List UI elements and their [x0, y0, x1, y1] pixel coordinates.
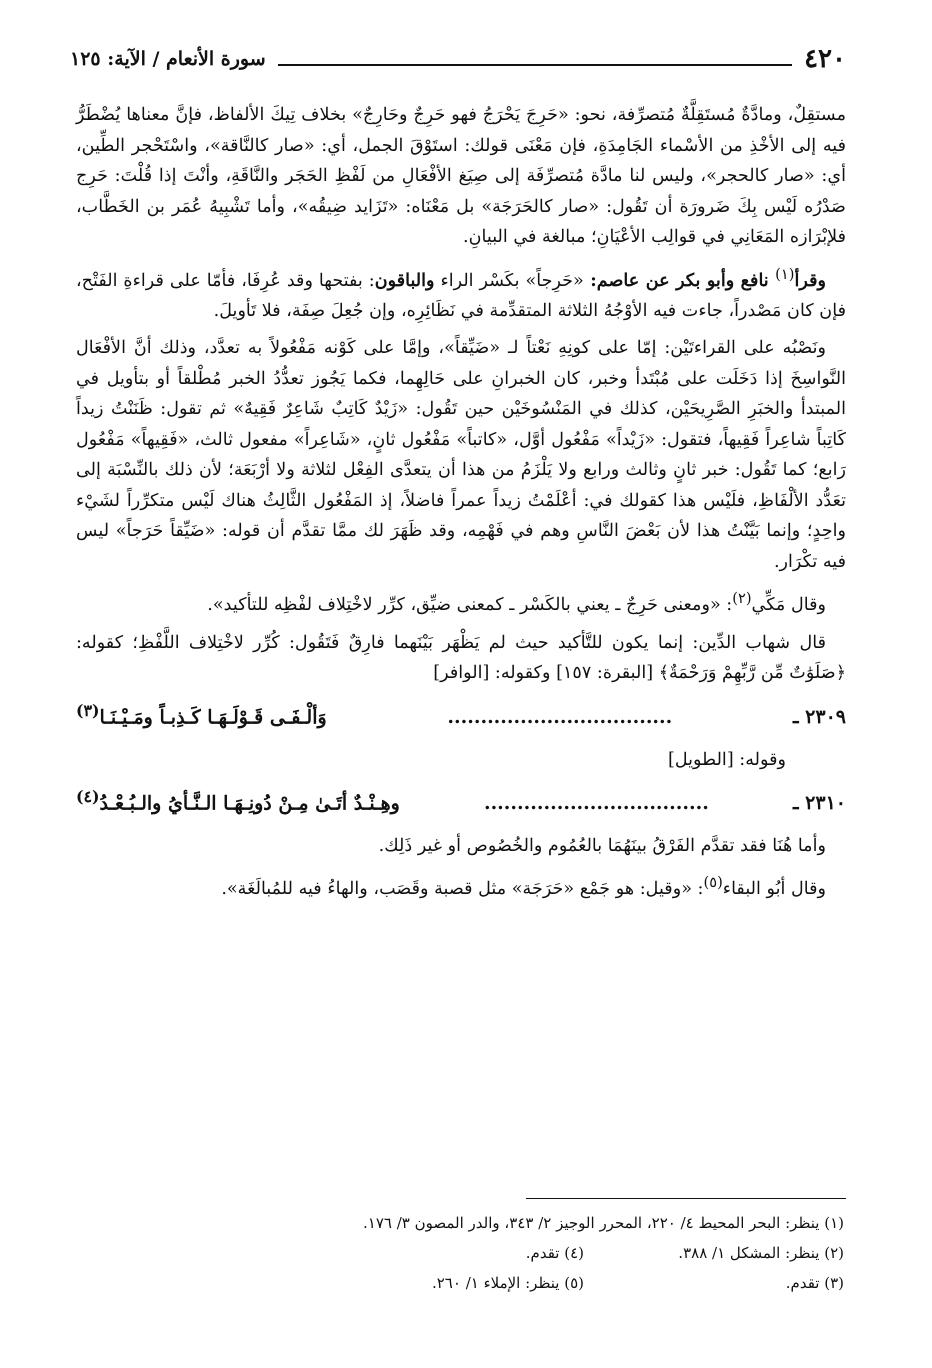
- verse-number: ٢٣١٠ ـ: [792, 792, 846, 815]
- page-number: ٤٢٠: [804, 44, 846, 74]
- header-rule: [278, 64, 792, 66]
- qira-mid: «حَرِجاً» بكَسْر الراء: [434, 270, 584, 291]
- paragraph: ونَصْبُه على القراءتَيْن: إمّا على كونِهِ نَعْتاً لـ «ضَيِّقاً»، وإمَّا على كَوْنه مَفْعُولاً به تعدَّد، وذلك أنَّ الأفْعَال النَّواسِخَ إذا دَخَلَت على مُبْتَدأ وخبر، كان الخبرانِ على حَالِهِما، فكما يَجُوز تعدُّدُ الخبر مُطْلقاً أو بتأويل في المبتدأ والخبَرِ الصَّرِيحَيْن، كذلك في المَنْسُوخَيْن حين تَقُول: «زَيْدٌ كَاتِبٌ شَاعِرٌ فَقِيهٌ» ثم تقول: ظَنَنْتُ زيداً كَاتِباً شاعِراً فَقِيهاً، فتقول: «زَيْداً» مَفْعُول أوَّل، «كاتباً» مَفْعُول ثانٍ، «شَاعِراً» مفعول ثالث، «فَقِيهاً» مَفْعُول رَابع؛ كما تَقُول: خبر ثانٍ وثالث ورابع ولا يَلْزَمُ من هذا أن يتعدَّى الفِعْل لثلاثة ولا أرْبَعَة؛ لأن ذلك بالنِّسْبَة إلى تعَدُّد الألْفَاظِ، فلَيْس هذا كقولك في: أعْلَمْتُ زيداً عمراً فاضلاً، إذ المَفْعُول الثَّالِثُ هناك لَيْس متكرِّراً لشَيْء واحِدٍ؛ وإنما بَيَّنْتُ هذا لأن بَعْضَ النَّاسِ وهم في فَهْمِه، وقد ظَهَرَ لك ممَّا تقدَّم أن قوله: «ضَيِّقاً حَرَجاً» ليس فيه تكْرَار.: [76, 338, 846, 572]
- footnote-ref: (٥): [703, 874, 723, 892]
- verse-text: وَألْـفَـى قَـوْلَـهَـا كَـذِبـاً ومَـيْـنَـا$^{(٣)}$: [76, 700, 327, 729]
- footnote-ref: (٢): [732, 590, 752, 608]
- makki-quote: [76, 584, 846, 620]
- footnote-4: (٤) تقدم.: [525, 1244, 584, 1262]
- abulbaqa-lead: وقال أبُو البقاء: [722, 879, 826, 900]
- footnote-1: (١) ينظر: البحر المحيط ٤/ ٢٢٠، المحرر الوجيز ٢/ ٣٤٣، والدر المصون ٣/ ١٧٦.: [363, 1214, 844, 1232]
- verse-number: ٢٣٠٩ ـ: [792, 706, 846, 729]
- running-title: سورة الأنعام / الآية: ١٢٥: [70, 48, 266, 70]
- footnote-row: [90, 1268, 844, 1298]
- footnote-ref: (١): [775, 265, 795, 283]
- paragraph: قال شهاب الدِّين: إنما يكون للتَّأكيد حيث لم يَظْهَر بَيْنَهما فارِقٌ فَتَقُول: كُرِّر لاخْتِلاف اللَّفْظِ؛ كقوله: ﴿صَلَوَٰتٌ مِّن رَّبِّهِمْ وَرَحْمَةٌ﴾ [البقرة: ١٥٧] وكقوله: [الوافر]: [76, 632, 846, 684]
- poetry-line: [76, 696, 846, 733]
- readers-rest: والباقون: [374, 269, 435, 291]
- abulbaqa-quote: [76, 868, 846, 904]
- footnote-ref: (٤): [76, 787, 100, 807]
- paragraph: وقوله: [الطويل]: [667, 749, 786, 770]
- makki-lead: وقال مَكِّي: [751, 595, 826, 616]
- qiraat-paragraph: [76, 260, 846, 327]
- qira-lead: وقرأ: [794, 269, 826, 291]
- poetry-line: [76, 782, 846, 819]
- footnote-rule: [526, 1198, 846, 1199]
- makki-text: : «ومعنى حَرِجٌ ـ يعني بالكَسْر ـ كمعنى ضيِّق، كرِّر لاخْتِلاف لفْظِه للتأكيد».: [207, 595, 733, 616]
- footnotes: [90, 1208, 844, 1298]
- verse-text: وهِـنْـدٌ أتَـىٰ مِـنْ دُونِـهَـا الـنَّـأيُ والـبُـعْـدُ$^{(٤)}$: [76, 787, 400, 815]
- footnote-row: [90, 1238, 844, 1268]
- verse-dots: ..................................: [447, 706, 673, 729]
- footnote-ref: (٣): [76, 700, 100, 720]
- readers: نافع وأبو بكر عن عاصم:: [583, 269, 776, 291]
- page-header: [70, 36, 846, 74]
- qira-rest: : بفتحها وقد عُرِفَا، فأمّا على قراءةِ الفَتْح، فإن كان مَصْدراً، جاءت فيه الأوْجُهُ الثلاثة المتقدِّمة في نَظَائِرِه، وإن جُعِلَ صِفَة، فلا تَأويلَ.: [76, 270, 846, 321]
- verse-dots: ..................................: [483, 792, 709, 815]
- footnote-2: (٢) ينظر: المشكل ١/ ٣٨٨.: [678, 1244, 844, 1262]
- paragraph: مستقِلٌ، ومادَّةٌ مُستَقِلَّةٌ مُتصرِّفة، نحو: «حَرِجَ يَحْرَجُ فهو حَرِجٌ وحَارِجٌ» بخلاف تِيكَ الألفاظ، فإنَّ معناها يُضْطَرُّ فيه إلى الأخْذِ من الأسْماء الجَامِدَةِ، فإن مَعْنَى قولك: استَوْقَ الجمل، أي: «صار كالنَّاقة»، واسْتَحْجر الطِّين، أي: «صار كالحجر»، وليس لنا مادَّة مُتصرِّفَة إلى صِيَغ الأفْعَالِ من لَفْظِ الحَجَر والنَّاقَةِ، وأنْتَ إذا قُلْتَ: حَرِج صَدْرُه لَيْس بِكَ ضَرورَة أن تَقُول: «صار كالحَرَجَة» بل مَعْنَاه: «تَزَايد ضِيقُه»، وأما تَشْبِيهُ عُمَر بن الخَطَّاب، فلإبْرَازه المَعَانِي في قوالِب الأعْيَانِ؛ مبالغة في البيانِ.: [76, 105, 846, 247]
- paragraph: وأما هُنَا فقد تقدَّم الفَرْقُ بينَهُمَا بالعُمُوم والخُصُوص أو غير ذَلِك.: [378, 835, 826, 856]
- footnote-5: (٥) ينظر: الإملاء ١/ ٢٦٠.: [431, 1274, 584, 1292]
- abulbaqa-text: : «وقيل: هو جَمْع «حَرَجَة» مثل قصبة وقَصَب، والهاءُ فيه للمُبالَغَة».: [221, 879, 704, 900]
- footnote-3: (٣) تقدم.: [785, 1274, 844, 1292]
- main-text: [76, 100, 846, 912]
